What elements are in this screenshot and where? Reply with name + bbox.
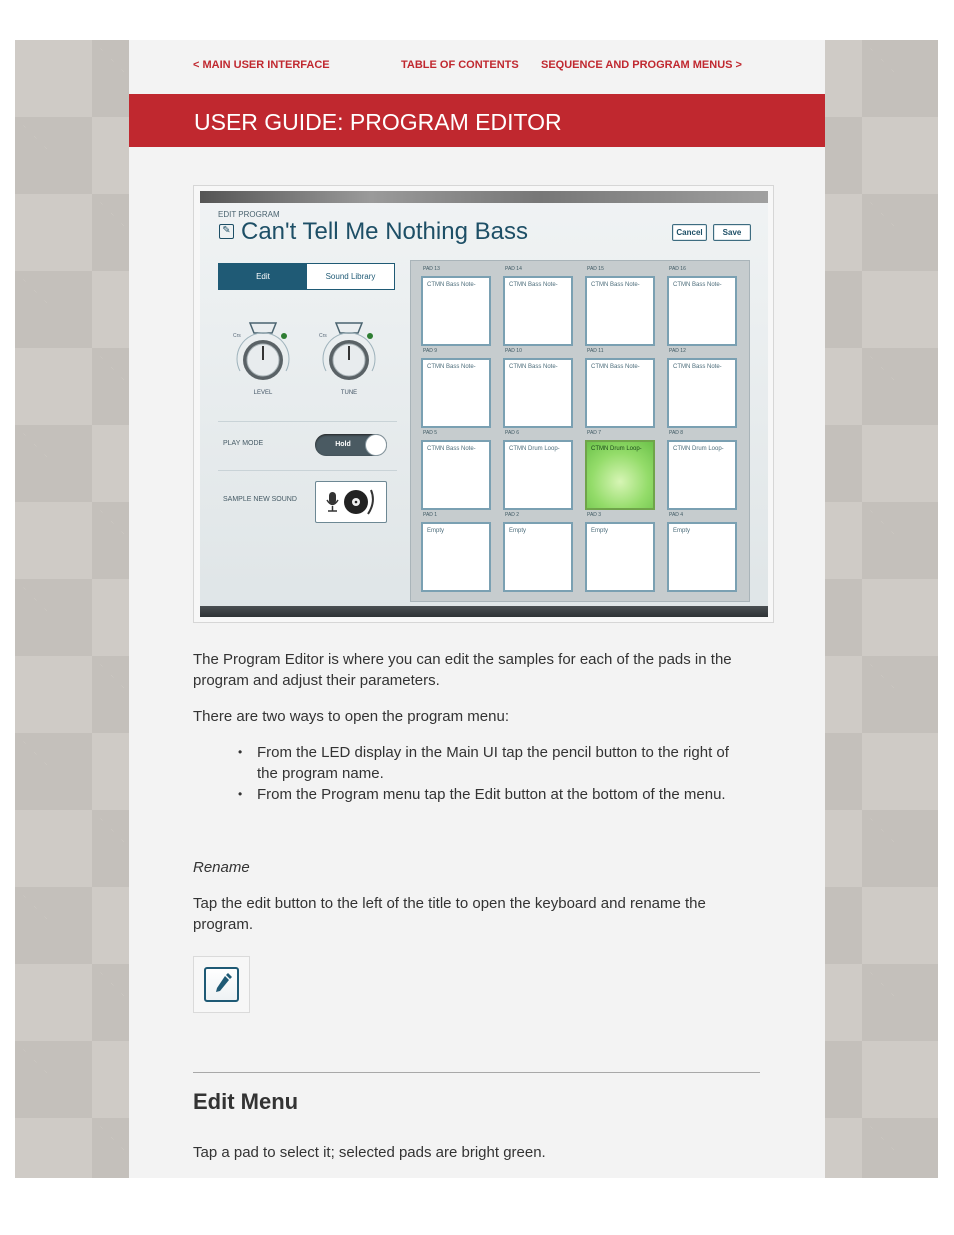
pad-cell [503,512,577,594]
pad-label: PAD 5 [423,430,438,436]
pad-cell [585,348,659,430]
pad[interactable] [503,358,573,428]
save-button[interactable]: Save [713,224,751,241]
pad-cell [667,430,741,512]
pad-sample-name: CTMN Bass Note- [673,282,722,288]
level-knob[interactable] [230,313,296,396]
intro-paragraph: The Program Editor is where you can edit the samples for each of the pads in the program and adjust their parameters. [193,651,732,689]
pad-label: PAD 3 [587,512,602,518]
program-editor-screenshot [193,185,774,623]
pad[interactable] [585,358,655,428]
pad-selected[interactable] [585,440,655,510]
pad-cell [503,348,577,430]
pad[interactable] [667,440,737,510]
pad-label: PAD 14 [505,266,522,272]
tune-label: TUNE [340,390,358,396]
pad-sample-name: CTMN Bass Note- [509,282,558,288]
pad[interactable] [421,276,491,346]
pad-cell [585,266,659,348]
open-menu-paragraph: There are two ways to open the program menu: [193,708,509,725]
pad-sample-name: CTMN Bass Note- [427,364,476,370]
edit-menu-paragraph: Tap a pad to select it; selected pads are bright green. [193,1144,546,1161]
pad-cell [421,266,495,348]
sample-new-sound-button[interactable] [315,481,387,523]
pad[interactable] [503,440,573,510]
pad-cell [667,512,741,594]
tab-edit[interactable]: Edit [219,264,307,289]
pad-label: PAD 13 [423,266,440,272]
list-item: • From the Program menu tap the Edit button at the bottom of the menu. [236,784,736,805]
pad[interactable] [421,522,491,592]
pad-sample-name: CTMN Drum Loop- [673,446,724,452]
pad[interactable] [503,276,573,346]
pad-label: PAD 9 [423,348,438,354]
pad[interactable] [667,358,737,428]
pad-sample-name: Empty [673,528,691,534]
panel-divider [218,470,397,471]
edit-button[interactable] [204,967,239,1002]
cancel-button[interactable]: Cancel [672,224,707,241]
pad-label: PAD 8 [669,430,684,436]
pencil-icon[interactable]: ✎ [219,224,234,239]
pad-label: PAD 6 [505,430,520,436]
edit-panel [218,263,397,603]
pad-cell [667,348,741,430]
pad[interactable] [667,522,737,592]
edit-button-figure [193,956,250,1013]
sample-new-sound-label: SAMPLE NEW SOUND [223,496,297,503]
pad-cell [585,430,659,512]
app-window [200,191,768,617]
pad[interactable] [585,522,655,592]
pad-sample-name: Empty [509,528,527,534]
pad-cell [503,266,577,348]
pad-cell [421,430,495,512]
rename-heading: Rename [193,859,250,876]
pad-grid [410,260,750,602]
knob-icon [230,313,296,389]
nav-prev-link[interactable]: < MAIN USER INTERFACE [193,59,330,71]
nav-next-link[interactable]: SEQUENCE AND PROGRAM MENUS > [541,59,742,71]
panel-divider [218,421,397,422]
edit-menu-heading: Edit Menu [193,1089,299,1114]
toggle-knob [365,434,387,456]
pad-label: PAD 15 [587,266,604,272]
pencil-icon [206,969,237,1000]
pad-sample-name: CTMN Bass Note- [673,364,722,370]
pad-cell [667,266,741,348]
pad[interactable] [503,522,573,592]
pad-label: PAD 1 [423,512,438,518]
list-item: • From the LED display in the Main UI tap the pencil button to the right of the program name. [236,742,736,784]
knob-icon [316,313,382,389]
pad-cell [421,348,495,430]
tune-coarse-label: Crs [319,333,327,339]
page-title: USER GUIDE: PROGRAM EDITOR [194,109,562,135]
pad-sample-name: CTMN Bass Note- [591,282,640,288]
pad-label: PAD 16 [669,266,686,272]
tab-sound-library[interactable]: Sound Library [325,272,376,281]
pad-sample-name: CTMN Bass Note- [427,446,476,452]
document-page [129,40,825,1178]
pad-sample-name: CTMN Bass Note- [591,364,640,370]
pad-sample-name: Empty [427,528,445,534]
play-mode-label: PLAY MODE [223,440,264,447]
pad[interactable] [585,276,655,346]
pad-cell [585,512,659,594]
top-navigation [129,59,825,73]
pad-sample-name: CTMN Drum Loop- [509,446,560,452]
pad-label: PAD 11 [587,348,604,354]
app-top-bar [200,191,768,203]
microphone-turntable-icon [316,482,386,522]
play-mode-toggle[interactable] [315,434,387,456]
pad-label: PAD 12 [669,348,686,354]
open-menu-list [236,742,736,805]
level-label: LEVEL [253,390,273,396]
pad-label: PAD 10 [505,348,522,354]
pad-label: PAD 7 [587,430,602,436]
nav-toc-link[interactable]: TABLE OF CONTENTS [401,59,519,71]
pad[interactable] [667,276,737,346]
pad-cell [421,512,495,594]
edit-program-label: EDIT PROGRAM [218,210,280,219]
app-bottom-bar [200,606,768,617]
pad-label: PAD 2 [505,512,520,518]
pad-sample-name: CTMN Bass Note- [427,282,476,288]
tune-knob[interactable] [316,313,382,396]
level-coarse-label: Crs [233,333,241,339]
pad-cell [503,430,577,512]
play-mode-value: Hold [335,441,351,448]
section-divider [193,1072,760,1073]
pad-sample-name: CTMN Bass Note- [509,364,558,370]
pad-sample-name: Empty [591,528,609,534]
pad-label: PAD 4 [669,512,684,518]
title-banner [129,94,825,147]
program-title: Can't Tell Me Nothing Bass [241,218,528,245]
rename-paragraph: Tap the edit button to the left of the title to open the keyboard and rename the program. [193,895,706,933]
pad[interactable] [421,358,491,428]
pad[interactable] [421,440,491,510]
tab-switcher [218,263,395,290]
pad-sample-name: CTMN Drum Loop- [591,446,642,452]
